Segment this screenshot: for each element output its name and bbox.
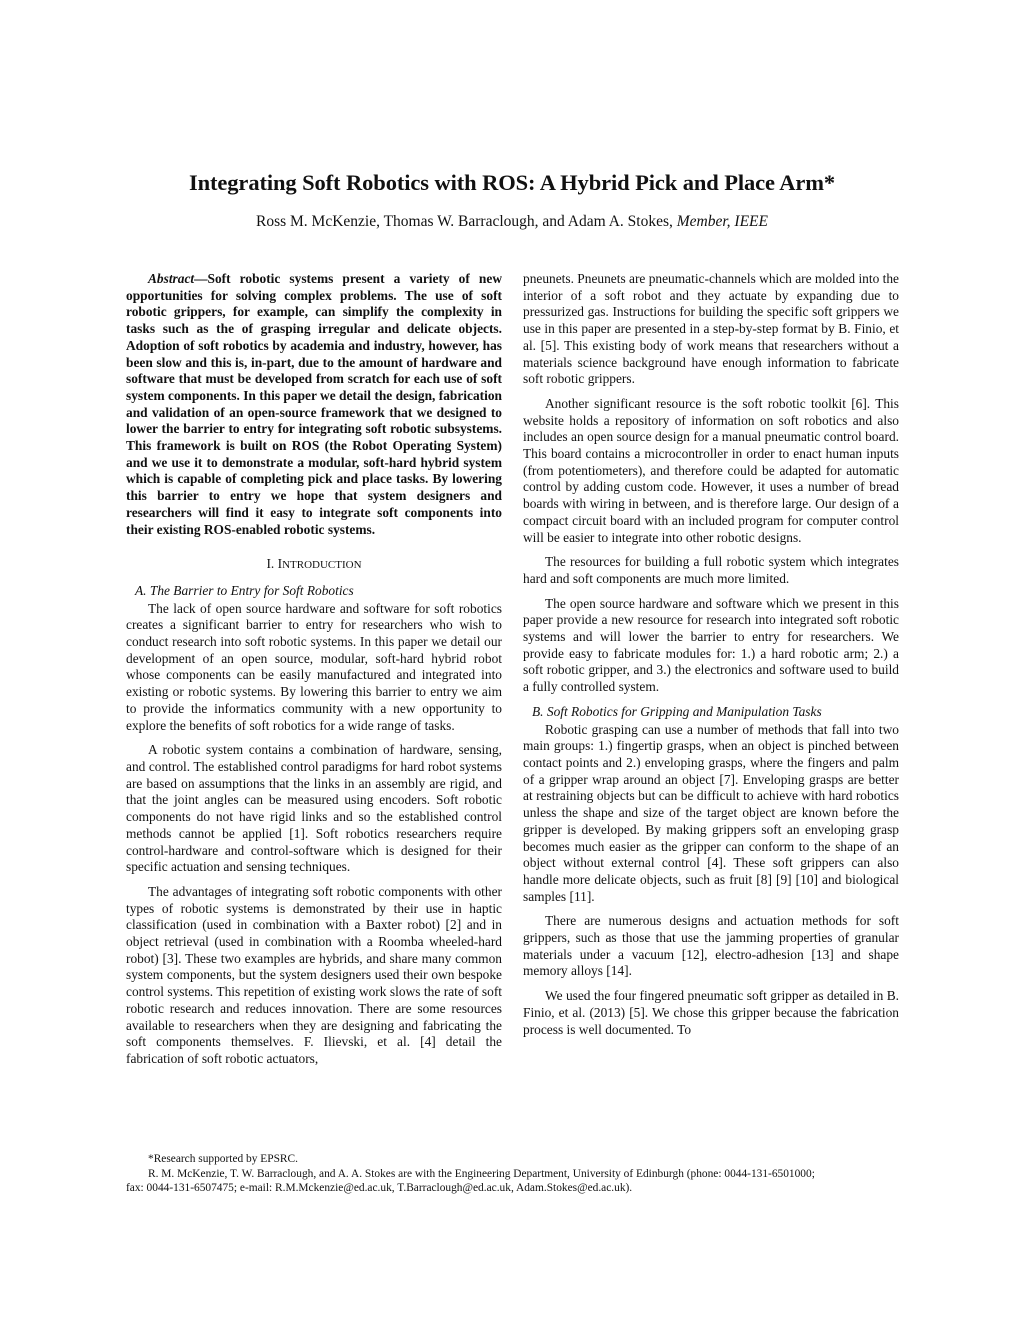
paragraph: The open source hardware and software which we present in this paper provide a new resource for research into integrated soft robotic systems and will lower the barrier to entry for researchers. We provide easy to fabricate modules for: 1.) a hard robotic arm; 2.) a soft robotic gripper, and 3.) the electronics and software used to build a fully controlled system. (523, 595, 899, 695)
paragraph: We used the four fingered pneumatic soft gripper as detailed in B. Finio, et al. (2013) [5]. We chose this gripper because the fabrication process is well documented. To (523, 988, 899, 1037)
paper-title: Integrating Soft Robotics with ROS: A Hybrid Pick and Place Arm* (188, 170, 836, 195)
footnote-affiliation-line1: R. M. McKenzie, T. W. Barraclough, and A. A. Stokes are with the Engineering Department, University of Edinburgh (phone: 0044-131-6501000; (148, 1167, 815, 1180)
subsection-heading-a: A. The Barrier to Entry for Soft Robotics (135, 582, 354, 598)
paragraph: Robotic grasping can use a number of methods that fall into two main groups: 1.) fingertip grasps, when an object is pinched between contact points and 2.) enveloping grasps, where the fingers and palm of a gripper wrap around an object [7]. Enveloping grasps are better at restraining objects but can be difficult to achieve with hard robotics unless the shape and size of the target object are known before the gripper is developed. By making grippers soft an enveloping grasp becomes much easier as the gripper can conform to the shape of an object without external control [4]. These soft grippers can also handle more delicate objects, such as fruit [8] [9] [10] and biological samples [11]. (523, 721, 899, 904)
abstract-dash: — (194, 271, 208, 286)
author-names: Ross M. McKenzie, Thomas W. Barraclough, and Adam A. Stokes, (255, 213, 677, 230)
right-column (523, 271, 899, 1038)
paragraph: The lack of open source hardware and software for soft robotics creates a significant barrier to entry for researchers who wish to conduct research into soft robotic systems. In this paper we detail our development of an open source, modular, soft-hard hybrid robot whose components can be easily manufactured and integrated into existing or robotic systems. By lowering this barrier to entry we aim to provide the informatics community with a new opportunity to explore the benefits of soft robotics for a wide range of tasks. (126, 600, 502, 733)
footnotes (126, 1152, 916, 1196)
section-title-rest: NTRODUCTION (282, 559, 362, 572)
paragraph: pneunets. Pneunets are pneumatic-channels which are molded into the interior of a soft robot and they actuate by expanding due to pressurized gas. Instructions for building the specific soft grippers we use in this paper are presented in a step-by-step format by B. Finio, et al. [5]. This existing body of work means that researchers without a materials science background have enough information to fabricate soft robotic grippers. (523, 271, 899, 387)
section-number: I. (266, 556, 278, 572)
footnote-affiliation-line2: fax: 0044-131-6507475; e-mail: R.M.Mckenzie@ed.ac.uk, T.Barraclough@ed.ac.uk, Adam.Stokes@ed.ac.uk). (126, 1182, 633, 1194)
paragraph: There are numerous designs and actuation methods for soft grippers, such as those that use the jamming properties of granular materials under a vacuum [12], electro-adhesion [13] and shape memory alloys [14]. (523, 913, 899, 979)
paragraph: The advantages of integrating soft robotic components with other types of robotic systems is demonstrated by their use in haptic classification (used in combination with a Baxter robot) [2] and in object retrieval (used in combination with a Roomba wheeled-hard robot) [3]. These two examples are hybrids, and share many common system components, but the system designers used their own bespoke control systems. This repetition of existing work slows the rate of soft robotic research and reduces innovation. There are some resources available to researchers when they are designing and fabricating the soft components themselves. F. Ilievski, et al. [4] detail the fabrication of soft robotic actuators, (126, 883, 502, 1066)
left-column (126, 271, 502, 1068)
paragraph: Another significant resource is the soft robotic toolkit [6]. This website holds a repository of information on soft robotics and also includes an open source design for a manual pneumatic control board. This board contains a microcontroller in order to enact human inputs (from potentiometers), and therefore could be adapted for automatic control by adding custom code. However, it uses a number of bread boards with wiring in between, and is therefore large. Our design of a compact circuit board with an included program for computer control will be easier to integrate into other robotic designs. (523, 395, 899, 545)
paragraph: A robotic system contains a combination of hardware, sensing, and control. The established control paradigms for hard robot systems are based on assumptions that the links in an assembly are rigid, and that the joint angles can be measured using encoders. Soft robotic components do not have rigid links and so the established control methods cannot be applied [1]. Soft robotics researchers require control-hardware and control-software which is designed for their specific actuation and sensing techniques. (126, 742, 502, 875)
footnote-support: *Research supported by EPSRC. (148, 1153, 298, 1165)
subsection-heading-b: B. Soft Robotics for Gripping and Manipulation Tasks (532, 703, 822, 719)
section-title-first: I (277, 556, 283, 572)
author-membership: Member, IEEE (676, 213, 768, 230)
abstract-text: Soft robotic systems present a variety of new opportunities for solving complex problems. The use of soft robotic grippers, for example, can simplify the complexity in tasks such as the of grasping irregular and delicate objects. Adoption of soft robotics by academia and industry, however, has been slow and this is, in-part, due to the amount of hardware and software that must be developed from scratch for each use of soft system components. In this paper we detail the design, fabrication and validation of an open-source framework that we designed to lower the barrier to entry for integrating soft robotic subsystems. This framework is built on ROS (the Robot Operating System) and we use it to demonstrate a modular, soft-hard hybrid system which is capable of completing pick and place tasks. By lowering this barrier to entry we hope that system designers and researchers will find it easy to integrate soft components into their existing ROS-enabled robotic systems. (126, 271, 502, 537)
paragraph: The resources for building a full robotic system which integrates hard and soft components are much more limited. (523, 554, 899, 586)
abstract-label: Abstract (148, 271, 195, 286)
abstract (126, 271, 502, 538)
section-heading-introduction (126, 556, 502, 574)
author-list (0, 213, 1024, 231)
